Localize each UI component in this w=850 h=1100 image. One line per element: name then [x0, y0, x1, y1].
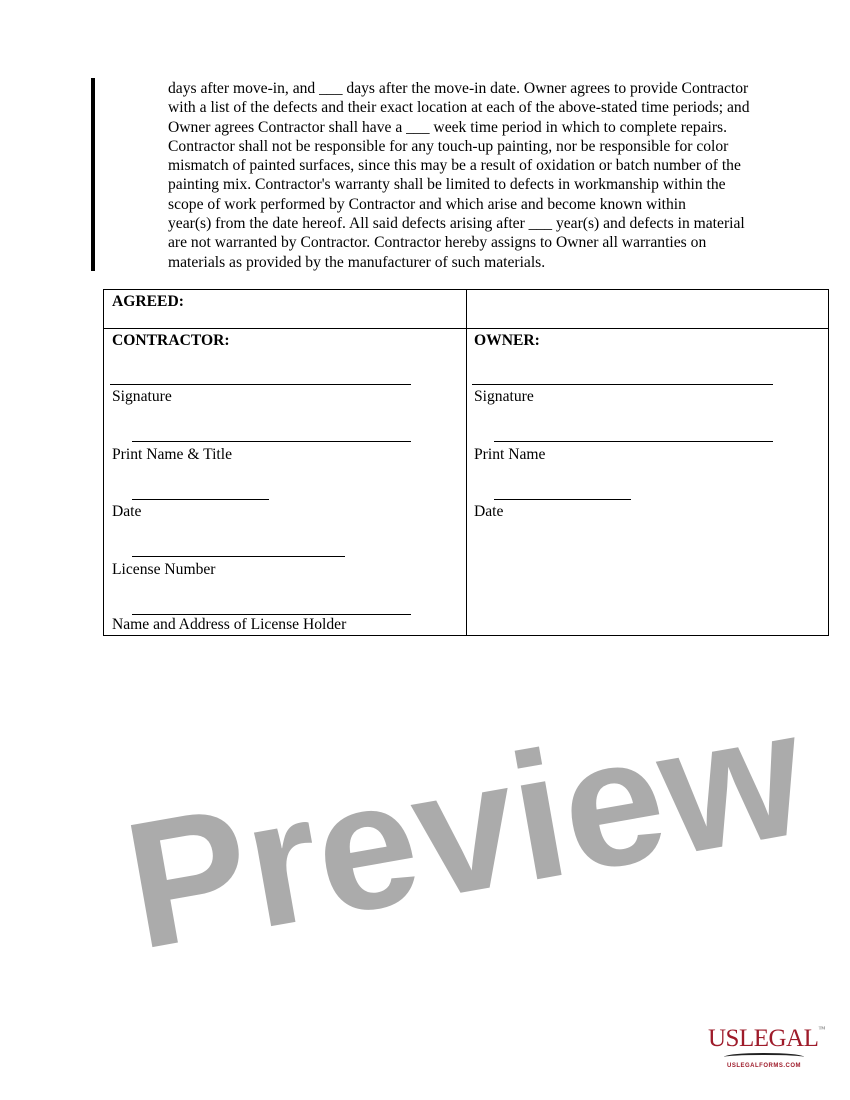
body-line: mismatch of painted surfaces, since this may be a result of oxidation or batch number of the [168, 157, 741, 174]
body-line: painting mix. Contractor's warranty shall be limited to defects in workmanship within the [168, 176, 726, 193]
owner-signature-label: Signature [474, 388, 534, 405]
agreed-label: AGREED: [112, 293, 184, 310]
change-bar [91, 78, 95, 271]
license-holder-line[interactable] [132, 614, 411, 615]
license-number-line[interactable] [132, 556, 345, 557]
body-line: year(s) from the date hereof. All said defects arising after ___ year(s) and defects in material [168, 215, 745, 232]
contractor-signature-line[interactable] [110, 384, 411, 385]
owner-signature-line[interactable] [472, 384, 773, 385]
body-line: are not warranted by Contractor. Contractor hereby assigns to Owner all warranties on [168, 234, 707, 251]
contractor-date-line[interactable] [132, 499, 269, 500]
owner-date-label: Date [474, 503, 504, 520]
eagle-wing-icon [724, 1053, 804, 1061]
uslegal-logo [708, 1025, 825, 1069]
body-line: Owner agrees Contractor shall have a ___ week time period in which to complete repairs. [168, 119, 728, 136]
body-line: scope of work performed by Contractor and which arise and become known within [168, 196, 686, 213]
column-divider [466, 290, 467, 635]
signature-table [103, 289, 829, 636]
logo-url: USLEGALFORMS.COM [727, 1063, 801, 1069]
row-divider [104, 328, 828, 329]
body-line: materials as provided by the manufacturer of such materials. [168, 254, 546, 271]
license-holder-label: Name and Address of License Holder [112, 616, 347, 633]
logo-name: USLEGAL [708, 1025, 819, 1052]
logo-tm: ™ [818, 1025, 825, 1033]
license-number-label: License Number [112, 561, 216, 578]
contractor-heading: CONTRACTOR: [112, 332, 230, 349]
owner-date-line[interactable] [494, 499, 631, 500]
owner-name-line[interactable] [494, 441, 773, 442]
body-line: Contractor shall not be responsible for any touch-up painting, nor be responsible for color [168, 138, 729, 155]
body-line: days after move-in, and ___ days after the move-in date. Owner agrees to provide Contractor [168, 80, 749, 97]
owner-name-label: Print Name [474, 446, 546, 463]
preview-watermark: Preview [112, 671, 818, 988]
contractor-name-line[interactable] [132, 441, 411, 442]
contractor-date-label: Date [112, 503, 142, 520]
contractor-name-label: Print Name & Title [112, 446, 232, 463]
contractor-signature-label: Signature [112, 388, 172, 405]
body-line: with a list of the defects and their exact location at each of the above-stated time periods; and [168, 99, 750, 116]
owner-heading: OWNER: [474, 332, 540, 349]
